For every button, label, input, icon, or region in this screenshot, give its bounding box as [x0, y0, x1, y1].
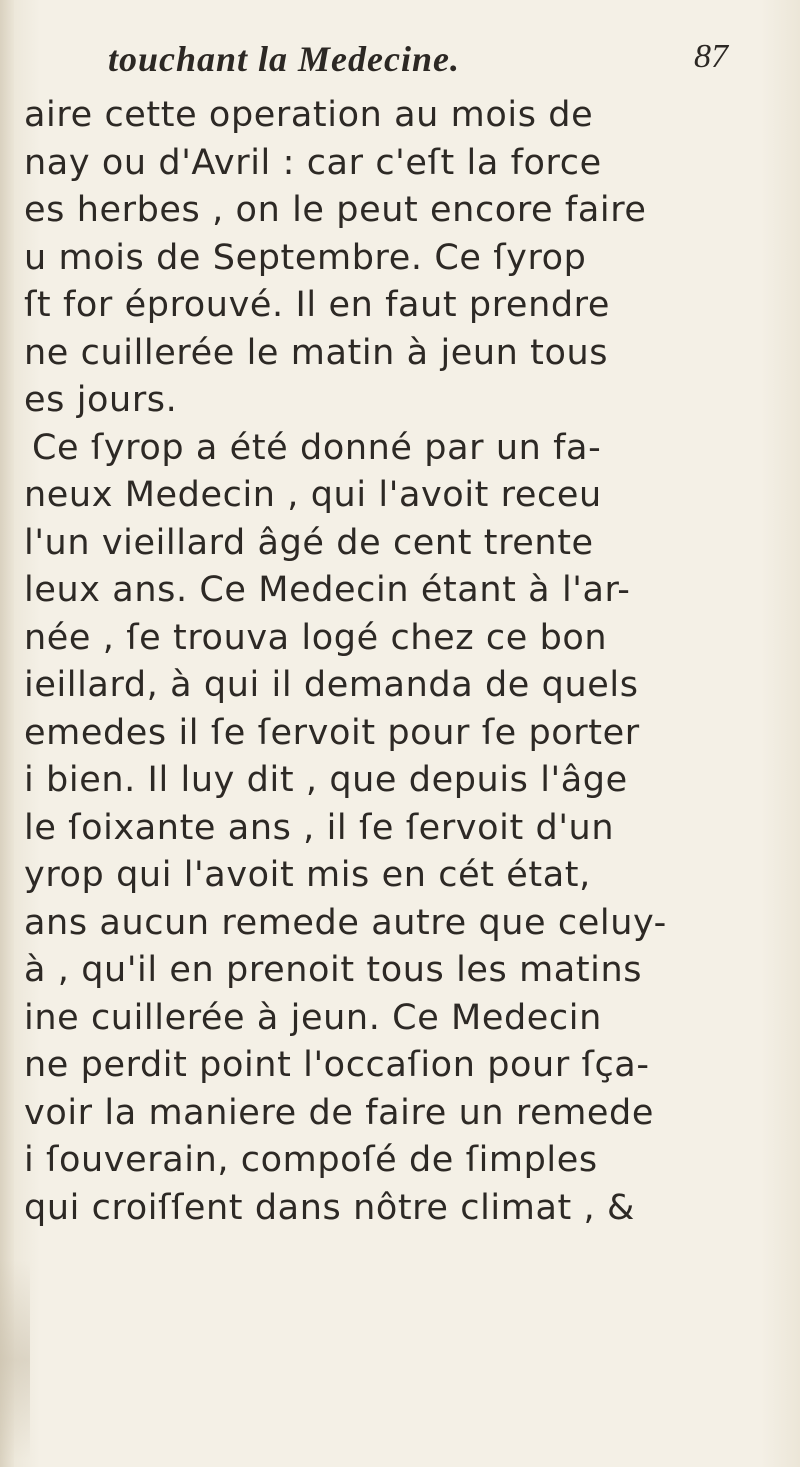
text-line: voir la maniere de faire un remede: [24, 1092, 654, 1133]
text-line: Ce ſyrop a été donné par un fa-: [32, 427, 602, 468]
text-line: le ſoixante ans , il ſe ſervoit d'un: [24, 807, 615, 848]
text-line: ne perdit point l'occaſion pour ſça-: [24, 1045, 650, 1085]
text-line: leux ans. Ce Medecin étant à l'ar-: [24, 570, 631, 610]
text-line: l'un vieillard âgé de cent trente: [24, 522, 594, 563]
text-line: ſt for éprouvé. Il en faut prendre: [24, 285, 611, 325]
page-header: [100, 38, 740, 78]
running-head: touchant la Medecine.: [108, 39, 460, 79]
text-line: i ſouverain, compoſé de ſimples: [24, 1140, 598, 1180]
paper-stain: [0, 1260, 30, 1460]
text-line: i bien. Il luy dit , que depuis l'âge: [24, 760, 628, 800]
text-line: u mois de Septembre. Ce ſyrop: [24, 237, 587, 278]
text-line: ne cuillerée le matin à jeun tous: [24, 332, 609, 373]
text-line: qui croiſſent dans nôtre climat , &: [24, 1187, 635, 1228]
body-text: [24, 92, 774, 1232]
text-line: ine cuillerée à jeun. Ce Medecin: [24, 997, 602, 1038]
text-line: es herbes , on le peut encore faire: [24, 190, 647, 230]
text-line: yrop qui l'avoit mis en cét état,: [24, 855, 591, 895]
page-gutter: [0, 0, 14, 1467]
text-line: emedes il ſe ſervoit pour ſe porter: [24, 712, 640, 753]
text-line: ieillard, à qui il demanda de quels: [24, 665, 639, 705]
text-line: es jours.: [24, 380, 178, 420]
text-line: ans aucun remede autre que celuy-: [24, 902, 667, 943]
text-line: neux Medecin , qui l'avoit receu: [24, 475, 602, 515]
text-line: née , ſe trouva logé chez ce bon: [24, 617, 608, 658]
page-number: 87: [694, 38, 728, 75]
text-line: à , qu'il en prenoit tous les matins: [24, 950, 643, 990]
text-line: nay ou d'Avril : car c'eſt la force: [24, 142, 602, 183]
text-line: aire cette operation au mois de: [24, 95, 594, 135]
